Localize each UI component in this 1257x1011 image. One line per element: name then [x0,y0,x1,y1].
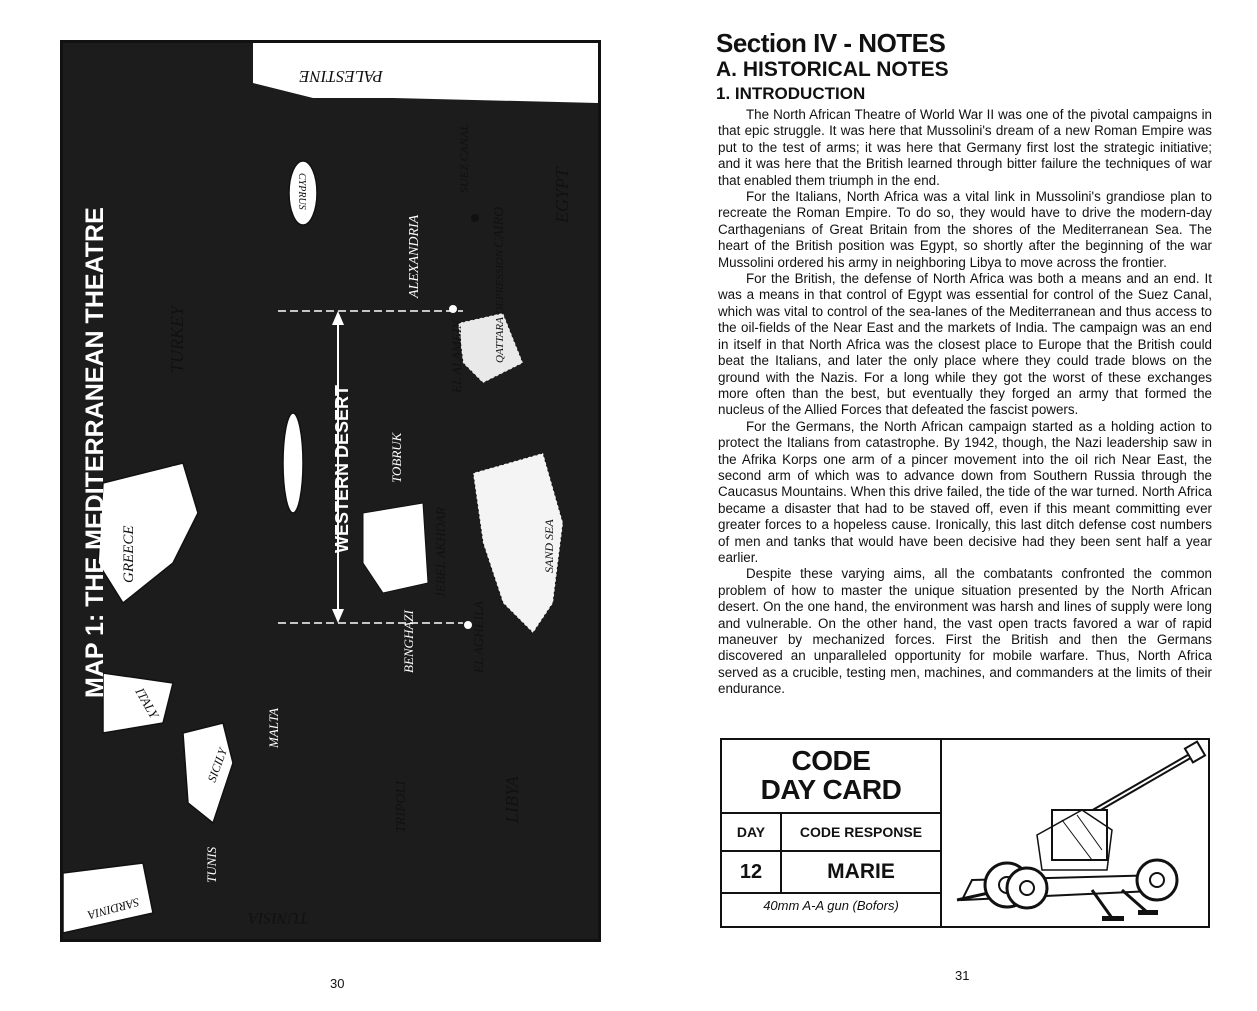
right-page [628,0,1257,1011]
day-column-header: DAY [722,814,782,850]
malta-label: MALTA [266,708,281,748]
mediterranean-map [60,40,601,942]
body-text [718,107,1212,698]
tripoli-label: TRIPOLI [394,780,409,833]
code-response-column-header: CODE RESPONSE [799,824,923,840]
cairo-label: CAIRO [492,206,507,248]
left-page [0,0,628,1011]
jebel-akhdar-label: JEBEL AKHDAR [433,507,448,598]
el-alamein-label: EL ALAMEIN [449,320,464,393]
map-drawing [63,43,598,939]
code-card-title-line2: DAY CARD [760,774,902,805]
greece-label: GREECE [121,525,137,583]
code-card-header-row [722,812,940,850]
subsection-title: A. HISTORICAL NOTES [716,58,949,81]
tunis-label: TUNIS [204,846,219,883]
cairo-dot [471,214,479,222]
section-title: Section IV - NOTES [716,28,946,58]
paragraph: For the Germans, the North African campaign started as a holding action to protect the Italians from catastrophe. By 1942, though, the Nazi leadership saw in the Afrika Korps one arm of a pincer movement into the oil rich Near East, the second arm of which was to advance down from Southern Russia through the Caucasus Mountains. When this drive failed, the tide of the war turned. North Africa became a disaster that had to be staved off, even if this meant committing ever greater forces to a hopeless cause. Ironically, this last ditch defense cost numbers of men and tanks that would have been decisive had they been sent half a year earlier. [718,418,1212,565]
tunisia-label: TUNISIA [248,909,308,926]
code-day-card [720,738,1210,928]
day-value: 12 [722,852,782,892]
page-number-right: 31 [955,968,970,983]
crete-label: CRETE [290,459,302,493]
introduction-heading: 1. INTRODUCTION [716,84,866,103]
egypt-label: EGYPT [552,167,572,223]
paragraph: For the Italians, North Africa was a vital link in Mussolini's grandiose plan to recreate the Roman Empire. To do so, they would have to drive the modern-day Carthagenians of Great Britain from the shores of the Mediterranean Sea. The heart of the British position was Egypt, so shortly after the beginning of the war Mussolini ordered his army in neighboring Libya to move across the frontier. [718,189,1212,270]
code-card-value-row [722,850,940,894]
benghazi-label: BENGHAZI [401,610,416,673]
sand-sea-label: SAND SEA [542,519,556,573]
paragraph: Despite these varying aims, all the combatants confronted the common problem of how to master the unique situation presented by the North African desert. On the one hand, the environment was harsh and lines of supply were long and vulnerable. On the other hand, the vast open tracts favored a war of rapid maneuver by mechanized forces. First the British and then the Germans discovered an unparalleled opportunity for mobile warfare. Thus, North Africa served as a crucible, testing men, machines, and commanders at the limits of their endurance. [718,566,1212,697]
athens-label: ATHENS [169,465,184,513]
paragraph: The North African Theatre of World War II was one of the pivotal campaigns in that epic struggle. It was here that Mussolini's dream of a new Roman Empire was put to the test of arms; it was here that Germany first lost the strategic initiative; and it was here that the British learned through bitter failure the techniques of war that enabled them triumph in the end. [718,107,1212,188]
qattara-label: QATTARA DEPRESSION [494,249,506,363]
italy-label: ITALY [132,685,162,721]
el-agheila-label: EL AGHEILA [471,600,486,673]
palestine-label: PALESTINE [299,67,383,86]
turkey-label: TURKEY [167,305,187,373]
code-card-title-line1: CODE [791,745,871,776]
cyprus-label: CYPRUS [296,173,307,210]
alamein-dot [449,305,457,313]
tobruk-label: TOBRUK [389,432,404,483]
paragraph: For the British, the defense of North Africa was both a means and an end. It was a means in that control of Egypt was essential for control of the Suez Canal, which was vital to control of the sea-lanes of the Mediterranean and thus access to the oil-fields of the Near East and the markets of India. The campaign was an end in itself in that North Africa was the closest place to Europe that the British could beat the Italians, and later the only place where they could trade blows on the ground with the Nazis. For a long while they got the worst of these exchanges more often than the best, but eventually they forged an army that formed the nucleus of the Allied Forces that defeated the fascist powers. [718,271,1212,418]
libya-label: LIBYA [502,776,522,823]
map-title: MAP 1: THE MEDITERRANEAN THEATRE [81,207,109,698]
code-response-value: MARIE [827,860,895,883]
bofors-gun-illustration [942,740,1208,926]
alexandria-label: ALEXANDRIA [407,214,422,298]
western-desert-label: WESTERN DESERT [332,384,352,553]
suez-label: SUEZ CANAL [457,123,471,193]
sardinia-label: SARDINIA [86,895,141,923]
code-card-table [722,740,942,926]
code-card-title [722,746,940,804]
sicily-label: SICILY [204,746,230,785]
gun-caption: 40mm A-A gun (Bofors) [763,898,899,913]
page-number-left: 30 [330,976,345,991]
